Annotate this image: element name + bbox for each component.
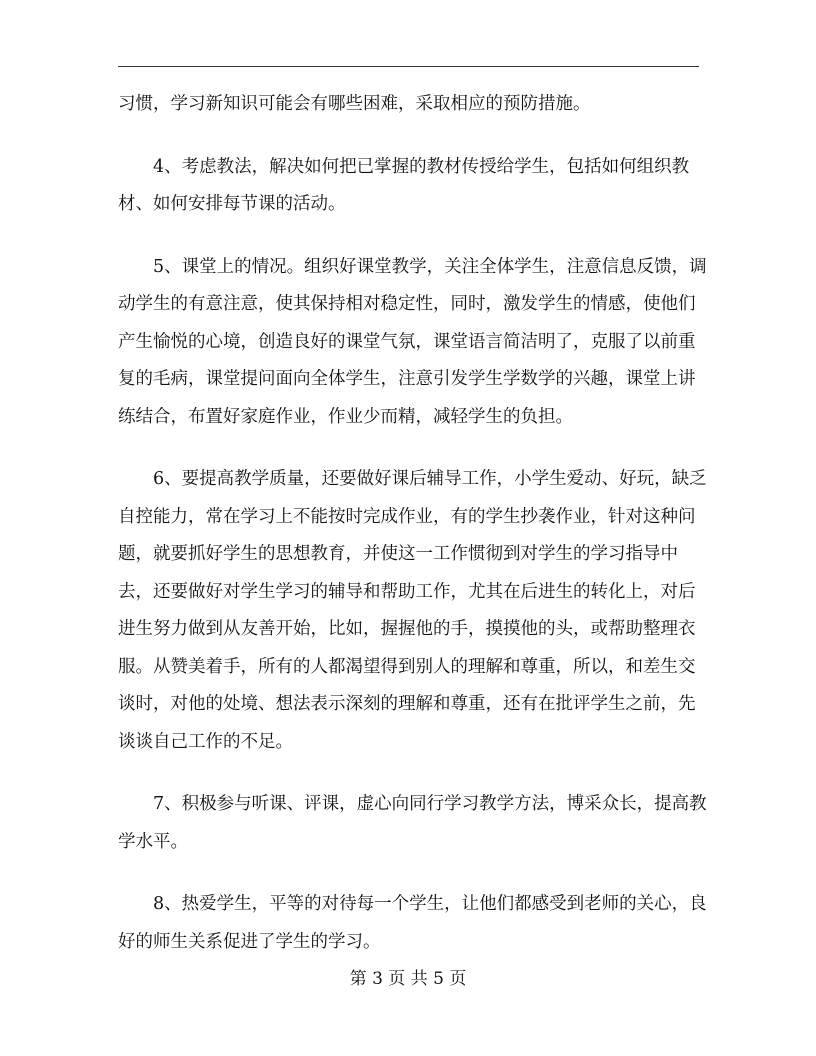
paragraph-item-6: 6、要提高教学质量，还要做好课后辅导工作，小学生爱动、好玩，缺乏自控能力，常在学习上不能按时完成作业，有的学生抄袭作业，针对这种问题，就要抓好学生的思想教育，并使这一工作惯彻到对学生的学习指导中去，还要做好对学生学习的辅导和帮助工作，尤其在后进生的转化上，对后进生努力做到从友善开始，比如，握握他的手，摸摸他的头，或帮助整理衣服。从赞美着手，所有的人都渴望得到别人的理解和尊重，所以，和差生交谈时，对他的处境、想法表示深刻的理解和尊重，还有在批评学生之前，先谈谈自己工作的不足。 (118, 469, 707, 752)
paragraph-item-4: 4、考虑教法，解决如何把已掌握的教材传授给学生，包括如何组织教材、如何安排每节课的活动。 (118, 156, 690, 214)
document-body (118, 86, 708, 986)
header-rule (118, 66, 699, 67)
paragraph-item-7: 7、积极参与听课、评课，虚心向同行学习教学方法，博采众长，提高教学水平。 (118, 794, 707, 852)
paragraph-item-8: 8、热爱学生，平等的对待每一个学生，让他们都感受到老师的关心，良好的师生关系促进了学生的学习。 (118, 894, 707, 952)
paragraph-continuation: 习惯，学习新知识可能会有哪些困难，采取相应的预防措施。 (118, 94, 591, 114)
paragraph-item-5: 5、课堂上的情况。组织好课堂教学，关注全体学生，注意信息反馈，调动学生的有意注意，使其保持相对稳定性，同时，激发学生的情感，使他们产生愉悦的心境，创造良好的课堂气氛，课堂语言简洁明了，克服了以前重复的毛病，课堂提问面向全体学生，注意引发学生学数学的兴趣，课堂上讲练结合，布置好家庭作业，作业少而精，减轻学生的负担。 (118, 256, 707, 427)
page-footer: 第 3 页 共 5 页 (349, 969, 467, 989)
